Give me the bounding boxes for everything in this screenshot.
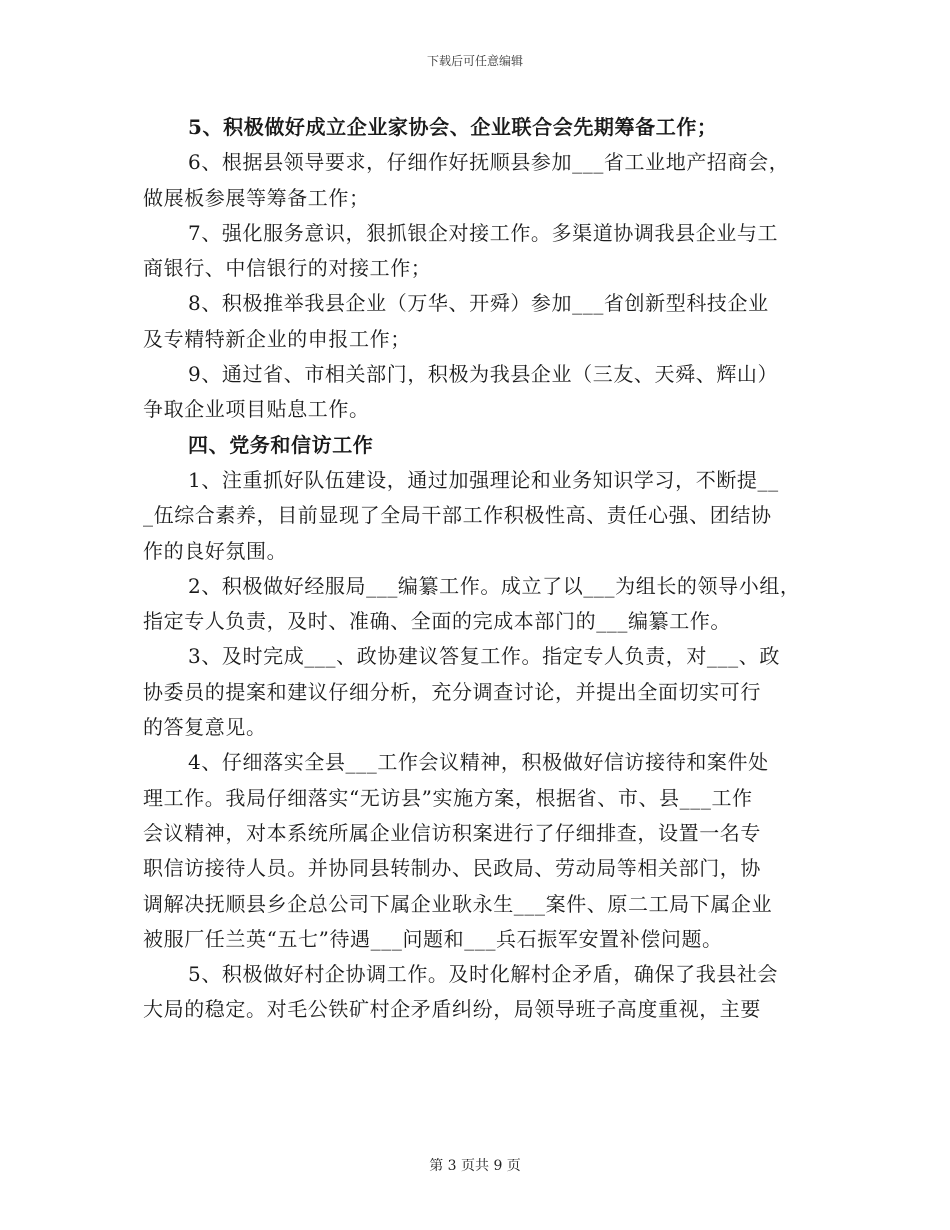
paragraph-line: 4、仔细落实全县___工作会议精神，积极做好信访接待和案件处 xyxy=(188,750,769,775)
paragraph-line: 职信访接待人员。并协同县转制办、民政局、劳动局等相关部门，协 xyxy=(143,856,761,881)
paragraph-line: 调解决抚顺县乡企总公司下属企业耿永生___案件、原二工局下属企业 xyxy=(143,891,773,916)
paragraph-line: 5、积极做好村企协调工作。及时化解村企矛盾，确保了我县社会 xyxy=(188,962,779,987)
paragraph-line: 做展板参展等筹备工作； xyxy=(143,185,370,210)
paragraph-line: 8、积极推举我县企业（万华、开舜）参加___省创新型科技企业 xyxy=(188,291,769,316)
paragraph-line: 9、通过省、市相关部门，积极为我县企业（三友、天舜、辉山） xyxy=(188,362,779,387)
page-header: 下载后可任意编辑 xyxy=(426,54,523,68)
paragraph-line: _伍综合素养，目前显现了全局干部工作积极性高、责任心强、团结协 xyxy=(143,503,772,528)
paragraph-line: 商银行、中信银行的对接工作； xyxy=(143,256,432,281)
paragraph-line: 协委员的提案和建议仔细分析，充分调查讨论，并提出全面切实可行 xyxy=(143,679,761,704)
section-heading: 四、党务和信访工作 xyxy=(188,432,374,457)
paragraph-line: 争取企业项目贴息工作。 xyxy=(143,397,370,422)
paragraph-line: 被服厂任兰英“五七”待遇___问题和___兵石振军安置补偿问题。 xyxy=(143,926,723,951)
list-item-5-heading: 5、积极做好成立企业家协会、企业联合会先期筹备工作； xyxy=(188,115,718,139)
paragraph-line: 2、积极做好经服局___编纂工作。成立了以___为组长的领导小组， xyxy=(188,573,801,598)
paragraph-line: 会议精神，对本系统所属企业信访积案进行了仔细排查，设置一名专 xyxy=(143,820,761,845)
paragraph-line: 3、及时完成___、政协建议答复工作。指定专人负责，对___、政 xyxy=(188,644,780,669)
page-footer: 第 3 页共 9 页 xyxy=(429,1158,521,1174)
paragraph-line: 理工作。我局仔细落实“无访县”实施方案，根据省、市、县___工作 xyxy=(143,785,753,810)
paragraph-line: 7、强化服务意识，狠抓银企对接工作。多渠道协调我县企业与工 xyxy=(188,220,779,245)
paragraph-line: 的答复意见。 xyxy=(143,715,267,740)
paragraph-line: 指定专人负责，及时、准确、全面的完成本部门的___编纂工作。 xyxy=(143,609,731,634)
paragraph-line: 大局的稳定。对毛公铁矿村企矛盾纠纷，局领导班子高度重视，主要 xyxy=(143,997,761,1022)
paragraph-line: 6、根据县领导要求，仔细作好抚顺县参加___省工业地产招商会， xyxy=(188,150,790,175)
document-body xyxy=(143,110,813,1028)
paragraph-line: 作的良好氛围。 xyxy=(143,538,288,563)
paragraph-line: 1、注重抓好队伍建设，通过加强理论和业务知识学习，不断提__ xyxy=(188,467,779,492)
paragraph-line: 及专精特新企业的申报工作； xyxy=(143,326,411,351)
